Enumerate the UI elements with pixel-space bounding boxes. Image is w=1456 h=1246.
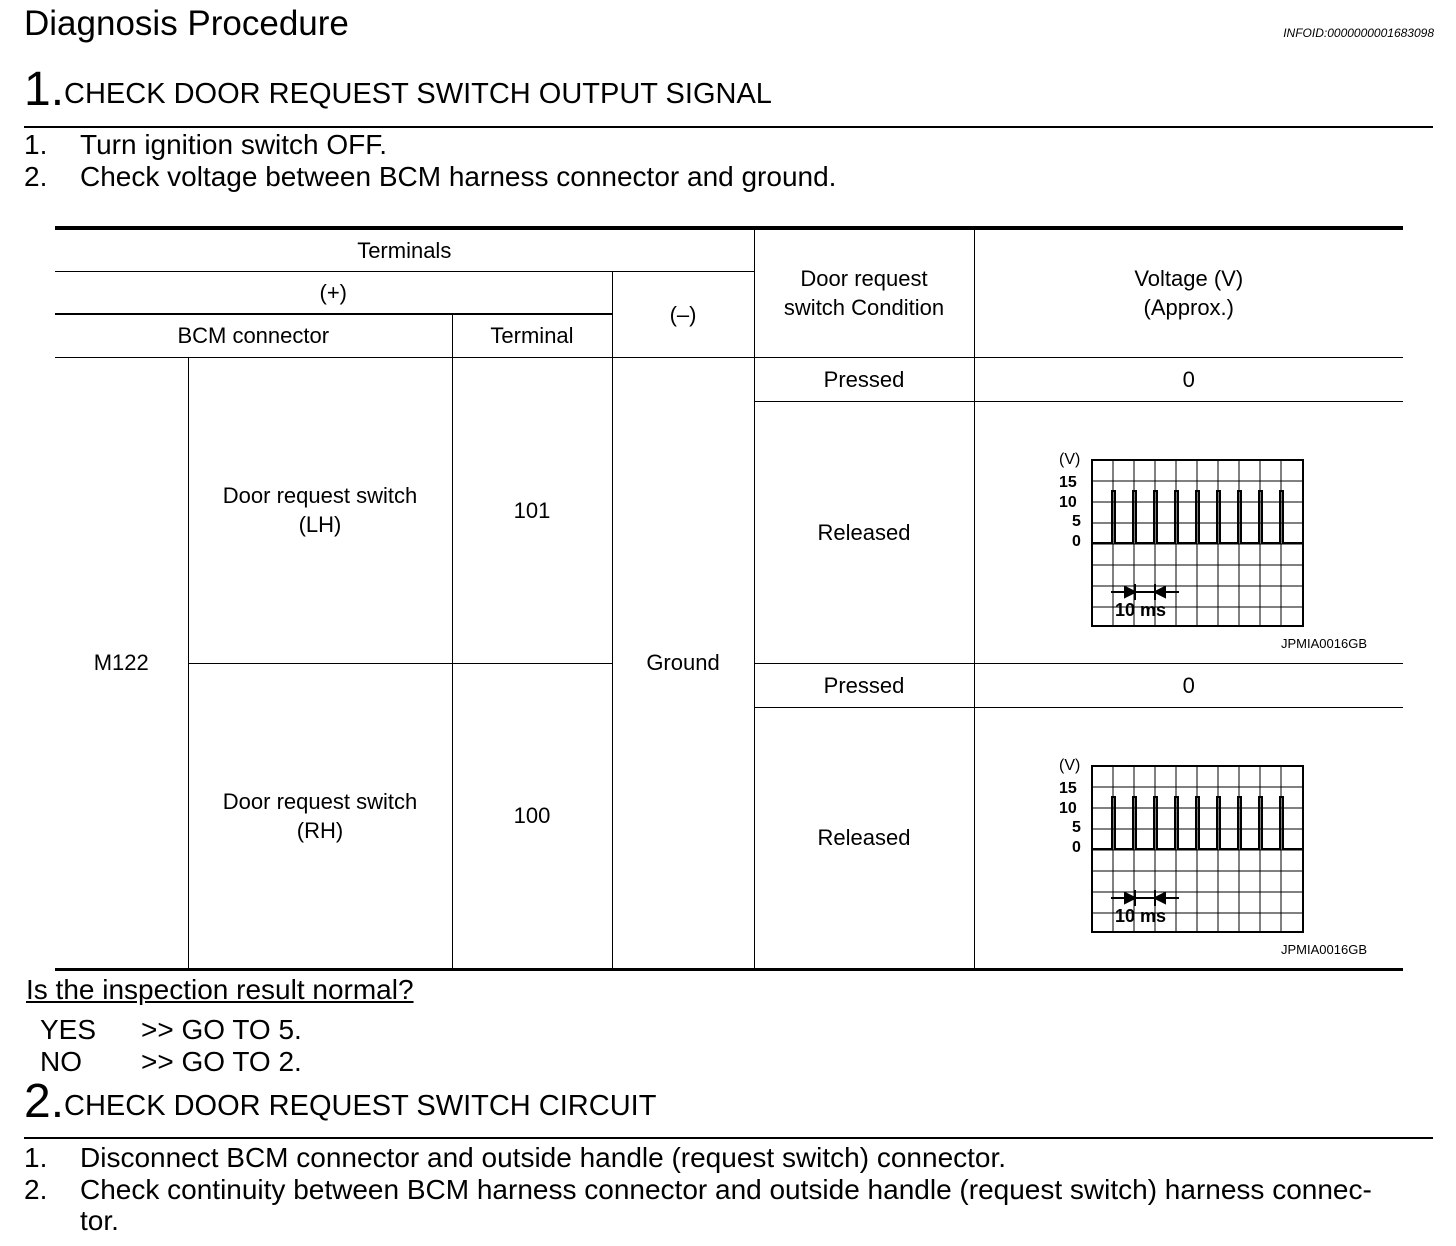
header-voltage-text: Voltage (V) (Approx.) — [1134, 266, 1244, 321]
condition-cell: Released — [754, 401, 974, 663]
condition-cell: Pressed — [754, 357, 974, 401]
answer-action: >> GO TO 5. — [141, 1014, 302, 1045]
switch-name: Door request switch (LH) — [222, 483, 418, 537]
waveform-cell — [974, 707, 1403, 969]
list-item-number: 2. — [24, 161, 48, 192]
list-item-text: Turn ignition switch OFF. — [80, 129, 388, 160]
divider — [24, 126, 1433, 128]
y-tick-15: 15 — [1058, 779, 1077, 797]
step-2-heading — [24, 1075, 657, 1128]
terminal-cell: 101 — [452, 357, 612, 663]
list-item-text: Check continuity between BCM harness connector and outside handle (request switch) harness connec- — [80, 1174, 1372, 1205]
waveform-cell — [974, 401, 1403, 663]
header-plus: (+) — [55, 271, 612, 314]
answer-key: YES — [40, 1014, 97, 1045]
y-tick-10: 10 — [1058, 799, 1077, 817]
list-item — [24, 1174, 1372, 1206]
condition-cell: Released — [754, 707, 974, 969]
answer-yes — [40, 1014, 302, 1046]
header-terminal: Terminal — [452, 314, 612, 357]
list-item-text: Disconnect BCM connector and outside handle (request switch) connector. — [80, 1142, 1007, 1173]
y-tick-15: 15 — [1058, 474, 1077, 491]
y-tick-5: 5 — [1071, 513, 1081, 530]
condition-cell: Pressed — [754, 663, 974, 707]
ground-cell: Ground — [612, 357, 754, 969]
header-minus: (–) — [612, 271, 754, 357]
list-item-text: tor. — [80, 1205, 119, 1236]
switch-cell — [188, 357, 452, 663]
voltage-spec-table — [55, 226, 1403, 971]
waveform-svg — [989, 412, 1389, 652]
list-item — [24, 161, 836, 193]
connector-cell: M122 — [55, 357, 188, 969]
time-label: 10 ms — [1114, 600, 1166, 620]
list-item-number: 1. — [24, 129, 48, 160]
y-tick-10: 10 — [1058, 494, 1077, 511]
page-title: Diagnosis Procedure — [24, 4, 349, 43]
header-condition — [754, 228, 974, 357]
step-number: 2. — [24, 1075, 65, 1128]
figure-code: JPMIA0016GB — [1280, 941, 1367, 957]
switch-name: Door request switch (RH) — [222, 788, 418, 843]
list-item — [24, 129, 387, 161]
step-number: 1. — [24, 63, 65, 116]
y-tick-0: 0 — [1071, 838, 1081, 856]
waveform-graph — [975, 718, 1404, 958]
terminal-cell: 100 — [452, 663, 612, 969]
header-condition-text: Door request switch Condition — [783, 266, 945, 321]
answer-key: NO — [40, 1046, 82, 1077]
waveform-graph — [975, 412, 1404, 652]
answer-action: >> GO TO 2. — [141, 1046, 302, 1077]
header-terminals: Terminals — [55, 228, 754, 271]
waveform-svg — [989, 718, 1389, 958]
list-item-text: Check voltage between BCM harness connector and ground. — [80, 161, 837, 192]
list-item — [24, 1142, 1006, 1174]
voltage-cell: 0 — [974, 663, 1403, 707]
voltage-cell: 0 — [974, 357, 1403, 401]
info-id: INFOID:0000000001683098 — [1283, 26, 1434, 40]
divider — [24, 1137, 1433, 1139]
answer-no — [40, 1046, 302, 1078]
y-tick-5: 5 — [1071, 818, 1081, 836]
time-label: 10 ms — [1114, 905, 1166, 926]
header-voltage — [974, 228, 1403, 357]
unit-label: (V) — [1058, 756, 1081, 774]
step-heading-text: CHECK DOOR REQUEST SWITCH OUTPUT SIGNAL — [64, 78, 772, 110]
list-item-continuation — [24, 1205, 119, 1237]
switch-cell — [188, 663, 452, 969]
step-1-heading — [24, 63, 772, 116]
y-tick-0: 0 — [1071, 533, 1081, 550]
list-item-number: 2. — [24, 1174, 48, 1205]
figure-code: JPMIA0016GB — [1280, 636, 1367, 651]
unit-label: (V) — [1058, 451, 1081, 468]
step-heading-text: CHECK DOOR REQUEST SWITCH CIRCUIT — [64, 1090, 657, 1122]
inspection-question: Is the inspection result normal? — [26, 974, 414, 1005]
header-bcm-connector: BCM connector — [55, 314, 452, 357]
list-item-number: 1. — [24, 1142, 48, 1173]
